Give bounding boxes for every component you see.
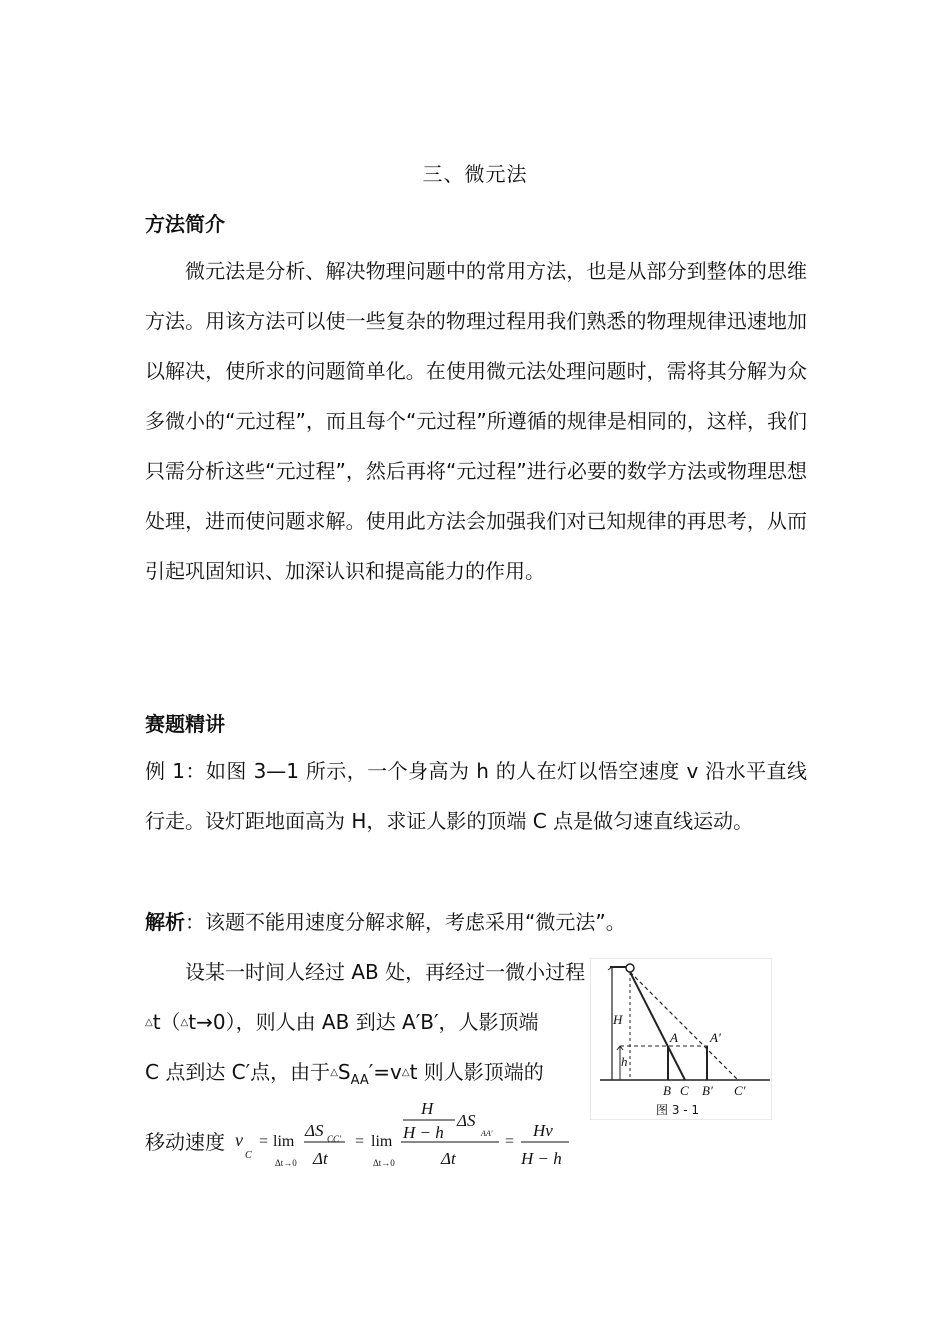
section-heading-problems: 赛题精讲 bbox=[145, 712, 225, 736]
formula-eq-3: = bbox=[505, 1133, 515, 1150]
formula-dt-2: Δt bbox=[441, 1149, 456, 1168]
formula-lim-2: lim bbox=[371, 1133, 393, 1150]
derivation-line-1: 设某一时间人经过 AB 处，再经过一微小过程 bbox=[185, 960, 586, 984]
velocity-formula bbox=[233, 1098, 593, 1178]
page-title: 三、微元法 bbox=[422, 162, 528, 186]
section-heading-method-intro: 方法简介 bbox=[145, 212, 225, 236]
formula-dS-2: ΔS bbox=[457, 1111, 476, 1130]
delta-symbol: △ bbox=[145, 1017, 153, 1028]
formula-limsub-2: Δt→0 bbox=[373, 1158, 395, 1168]
formula-dt-1: Δt bbox=[313, 1149, 328, 1168]
derivation-line-2: △t（△t→0），则人由 AB 到达 A′B′，人影顶端 bbox=[145, 1010, 539, 1034]
formula-aa-sub: AA′ bbox=[481, 1129, 493, 1138]
formula-eq-1: = bbox=[259, 1133, 269, 1150]
figure-3-1 bbox=[590, 958, 772, 1120]
formula-H-1: H bbox=[421, 1099, 434, 1118]
label-A: A bbox=[670, 1030, 678, 1045]
label-C: C bbox=[680, 1083, 689, 1098]
formula-cc-sub: CC′ bbox=[327, 1134, 341, 1144]
analysis-label: 解析 bbox=[145, 910, 185, 934]
delta-symbol: △ bbox=[180, 1017, 189, 1028]
formula-v-sub: C bbox=[245, 1150, 252, 1161]
formula-lim-1: lim bbox=[273, 1133, 295, 1150]
derivation-line-3: C 点到达 C′点，由于$^\triangle S_{AA}'=v^\triangle t$ 则人影顶端的 bbox=[145, 1060, 544, 1088]
label-A2: A′ bbox=[710, 1030, 721, 1045]
label-B: B bbox=[663, 1083, 671, 1098]
method-intro-paragraph: 微元法是分析、解决物理问题中的常用方法，也是从部分到整体的思维方法。用该方法可以使一些复杂的物理过程用我们熟悉的物理规律迅速地加以解决，使所求的问题简单化。在使用微元法处理问题时，需将其分解为众多微小的“元过程”，而且每个“元过程”所遵循的规律是相同的，这样，我们只需分析这些“元过程”，然后再将“元过程”进行必要的数学方法或物理思想处理，进而使问题求解。使用此方法会加强我们对已知规律的再思考，从而引起巩固知识、加深认识和提高能力的作用。 bbox=[145, 259, 807, 583]
delta-symbol: △ bbox=[330, 1067, 338, 1078]
delta-symbol: △ bbox=[401, 1067, 410, 1078]
label-h: h bbox=[621, 1054, 628, 1069]
analysis-line bbox=[145, 906, 626, 935]
figure-caption: 图 3 - 1 bbox=[656, 1103, 700, 1117]
formula-limsub-1: Δt→0 bbox=[275, 1158, 297, 1168]
analysis-text: ：该题不能用速度分解求解，考虑采用“微元法”。 bbox=[185, 910, 626, 934]
formula-Hh-1: H − h bbox=[403, 1123, 444, 1142]
formula-Hv: Hv bbox=[533, 1121, 553, 1140]
label-H: H bbox=[613, 1012, 623, 1027]
label-C2: C′ bbox=[734, 1083, 746, 1098]
example-1-text: 例 1：如图 3—1 所示，一个身高为 h 的人在灯以悟空速度 v 沿水平直线行走。设灯距地面高为 H，求证人影的顶端 C 点是做匀速直线运动。 bbox=[145, 759, 807, 833]
derivation-line-4: 移动速度 bbox=[145, 1130, 225, 1154]
label-B2: B′ bbox=[702, 1083, 713, 1098]
formula-Hh-2: H − h bbox=[521, 1149, 562, 1168]
formula-v: v bbox=[235, 1130, 243, 1150]
formula-eq-2: = bbox=[355, 1133, 365, 1150]
formula-dS-1: ΔS bbox=[305, 1121, 324, 1140]
